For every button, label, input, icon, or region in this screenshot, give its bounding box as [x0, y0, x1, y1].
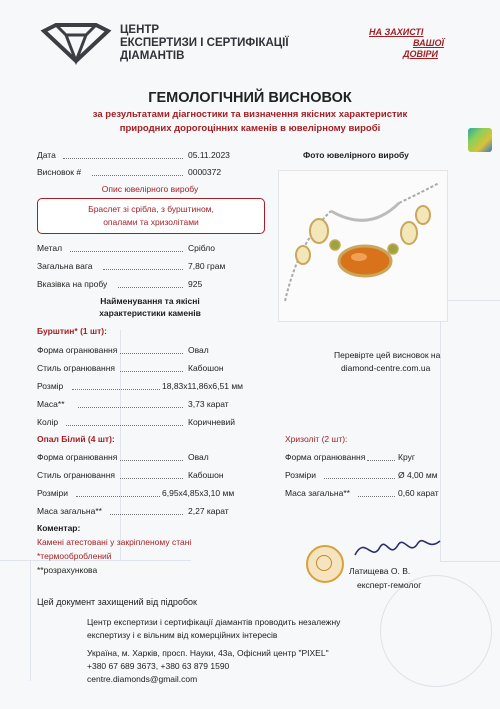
footer-email[interactable]: centre.diamonds@gmail.com	[87, 674, 198, 684]
date-value: 05.11.2023	[188, 150, 230, 160]
assay-label: Вказівка на пробу	[37, 279, 108, 289]
amber-mass-value: 3,73 карат	[188, 399, 229, 409]
diamond-logo-icon	[36, 23, 116, 65]
metal-label: Метал	[37, 243, 63, 253]
amber-style-value: Кабошон	[188, 363, 224, 373]
subtitle-line2: природних дорогоцінних каменів в ювелірному виробі	[119, 123, 381, 134]
footer-phones: +380 67 689 3673, +380 63 879 1590	[87, 661, 230, 671]
amber-size-value: 18,83x11,86x6,51 мм	[162, 381, 244, 391]
watermark-seal	[380, 575, 492, 687]
comment-line1: Камені атестовані у закріпленому стані	[37, 537, 192, 547]
opal-shape-label: Форма огранювання	[37, 452, 118, 462]
chrysolite-shape-label: Форма огранювання	[285, 452, 366, 462]
weight-label: Загальна вага	[37, 261, 93, 271]
chrysolite-mass-label: Маса загальна**	[285, 488, 350, 498]
footer-address: Україна, м. Харків, просп. Науки, 43а, Офісний центр "PIXEL"	[87, 648, 329, 658]
comment-line2: *термооброблений	[37, 551, 112, 561]
stones-heading-line2: характеристики каменів	[99, 308, 201, 318]
amber-shape-label: Форма огранювання	[37, 345, 118, 355]
metal-value: Срібло	[188, 243, 216, 253]
chrysolite-title: Хризоліт (2 шт):	[285, 434, 348, 444]
item-heading: Опис ювелірного виробу	[101, 184, 199, 194]
opal-size-label: Розміри	[37, 488, 69, 498]
background-decoration	[440, 300, 500, 562]
verify-link[interactable]: diamond-centre.com.ua	[341, 363, 431, 373]
chrysolite-size-label: Розміри	[285, 470, 317, 480]
org-name: ЦЕНТР ЕКСПЕРТИЗИ І СЕРТИФІКАЦІЇ ДІАМАНТІВ	[120, 24, 289, 62]
amber-size-label: Розмір	[37, 381, 64, 391]
assay-value: 925	[188, 279, 203, 289]
bracelet-photo	[278, 170, 448, 322]
subtitle-line1: за результатами діагностики та визначення якісних характеристик	[92, 109, 408, 120]
description-box: Браслет зі срібла, з бурштином, опалами та хризолітами	[37, 198, 265, 234]
expert-name: Латищева О. В.	[349, 566, 411, 576]
document-title: ГЕМОЛОГІЧНИЙ ВИСНОВОК	[148, 90, 352, 106]
date-label: Дата	[37, 150, 56, 160]
amber-title: Бурштин* (1 шт):	[37, 326, 107, 336]
weight-value: 7,80 грам	[188, 261, 226, 271]
opal-mass-value: 2,27 карат	[188, 506, 229, 516]
amber-color-value: Коричневий	[188, 417, 236, 427]
amber-shape-value: Овал	[188, 345, 209, 355]
amber-mass-label: Маса**	[37, 399, 65, 409]
photo-label: Фото ювелірного виробу	[303, 150, 409, 160]
comment-line3: **розрахункова	[37, 565, 98, 575]
footer-info-line2: експертизу і є вільним від комерційних інтересів	[87, 630, 278, 640]
number-value: 0000372	[188, 167, 222, 177]
opal-style-label: Стиль огранювання	[37, 470, 116, 480]
opal-size-value: 6,95x4,85x3,10 мм	[162, 488, 235, 498]
footer-info-line1: Центр експертизи і сертифікації діамантів проводить незалежну	[87, 617, 341, 627]
expert-role: експерт-гемолог	[357, 580, 422, 590]
verify-line1: Перевірте цей висновок на	[334, 350, 441, 360]
opal-shape-value: Овал	[188, 452, 209, 462]
bracelet-image-icon	[279, 171, 447, 321]
opal-style-value: Кабошон	[188, 470, 224, 480]
protection-notice: Цей документ захищений від підробок	[37, 597, 197, 607]
comment-title: Коментар:	[37, 523, 81, 533]
signature-icon	[350, 533, 445, 565]
number-label: Висновок #	[37, 167, 82, 177]
stones-heading-line1: Найменування та якісні	[100, 296, 200, 306]
amber-style-label: Стиль огранювання	[37, 363, 116, 373]
certification-stamp	[306, 545, 344, 583]
trust-badge: НА ЗАХИСТІ ВАШОЇ ДОВІРИ	[369, 27, 444, 59]
amber-color-label: Колір	[37, 417, 59, 427]
chrysolite-shape-value: Круг	[398, 452, 415, 462]
chrysolite-mass-value: 0,60 карат	[398, 488, 439, 498]
opal-mass-label: Маса загальна**	[37, 506, 102, 516]
chrysolite-size-value: Ø 4,00 мм	[398, 470, 438, 480]
opal-title: Опал Білий (4 шт):	[37, 434, 115, 444]
